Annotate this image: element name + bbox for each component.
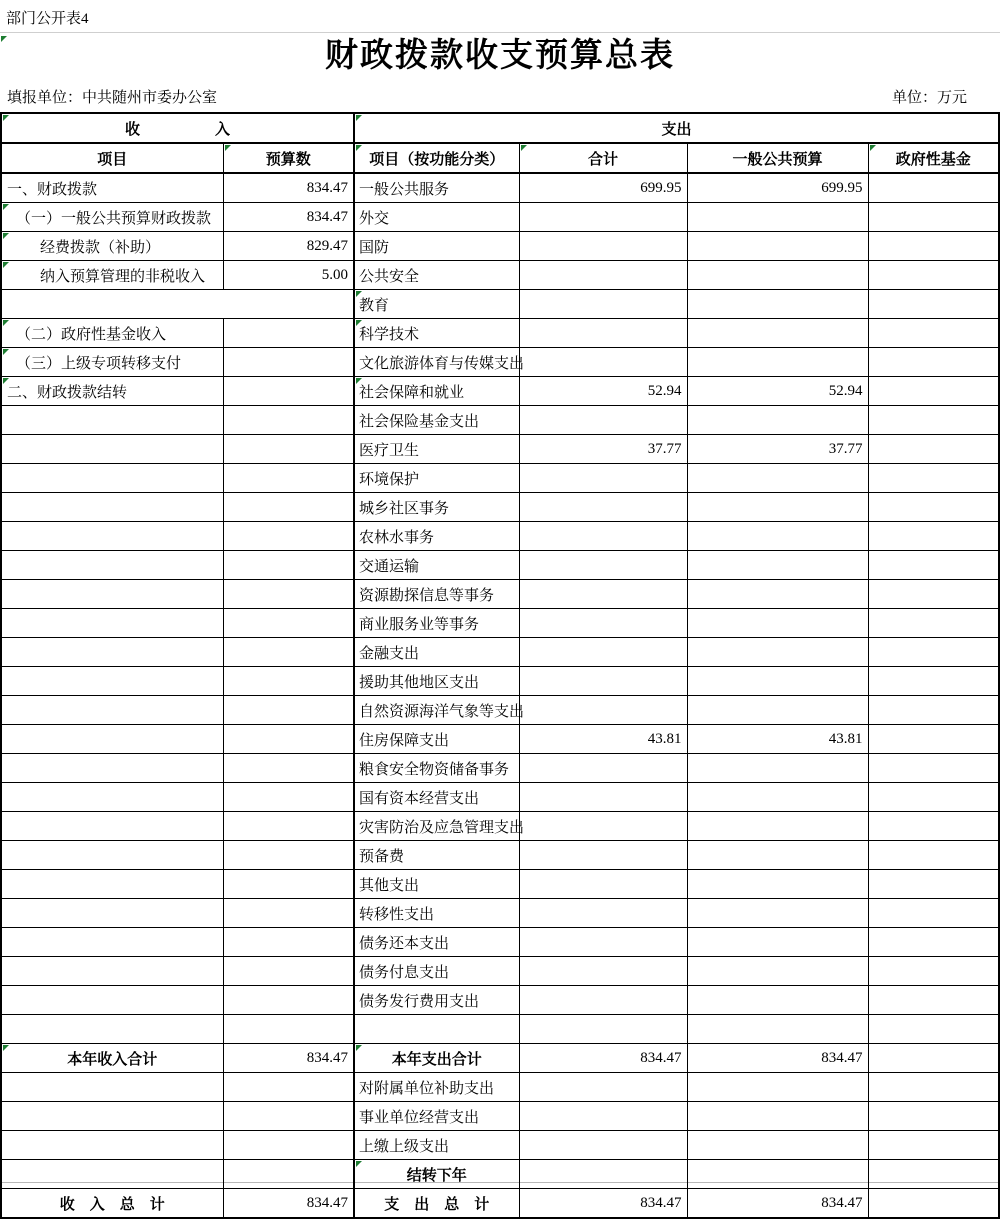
expense-total-cell (519, 841, 687, 870)
expense-total-cell (519, 580, 687, 609)
expense-general-budget-cell (687, 870, 868, 899)
expense-item-cell: 债务付息支出 (354, 957, 519, 986)
income-budget-cell (223, 551, 354, 580)
income-budget-cell (223, 1160, 354, 1189)
expense-item-cell: 资源勘探信息等事务 (354, 580, 519, 609)
expense-gov-fund-cell (868, 754, 999, 783)
expense-total-cell (519, 638, 687, 667)
income-section-header: 收 入 (1, 113, 354, 143)
expense-item-cell: 城乡社区事务 (354, 493, 519, 522)
table-row (1, 551, 999, 580)
expense-gov-fund-cell (868, 551, 999, 580)
income-budget-cell (223, 1102, 354, 1131)
expense-total-cell (519, 928, 687, 957)
expense-gov-fund-cell (868, 1160, 999, 1189)
expense-gov-fund-cell (868, 406, 999, 435)
sub-header-row (0, 84, 1000, 106)
expense-gov-fund-cell (868, 377, 999, 406)
expense-general-budget-cell (687, 290, 868, 319)
income-item-cell (1, 493, 223, 522)
income-item-cell (1, 522, 223, 551)
expense-general-budget-cell: 834.47 (687, 1189, 868, 1219)
expense-general-budget-cell (687, 841, 868, 870)
income-budget-cell (223, 986, 354, 1015)
expense-total-cell (519, 986, 687, 1015)
income-item-cell (1, 957, 223, 986)
expense-total-cell (519, 667, 687, 696)
income-item-cell (1, 1131, 223, 1160)
expense-general-budget-cell (687, 232, 868, 261)
expense-item-cell (354, 1015, 519, 1044)
expense-item-cell: 上缴上级支出 (354, 1131, 519, 1160)
income-budget-cell (223, 1015, 354, 1044)
income-budget-cell (223, 841, 354, 870)
expense-general-budget-cell (687, 928, 868, 957)
page-title: 财政拨款收支预算总表 (325, 38, 675, 74)
expense-gov-fund-cell (868, 638, 999, 667)
income-budget-cell: 834.47 (223, 1044, 354, 1073)
table-row (1, 957, 999, 986)
expense-total-cell (519, 290, 687, 319)
income-item-cell (1, 754, 223, 783)
expense-gov-fund-cell (868, 1073, 999, 1102)
expense-general-budget-cell (687, 812, 868, 841)
expense-item-cell: 本年支出合计 (354, 1044, 519, 1073)
expense-gov-fund-cell (868, 319, 999, 348)
expense-item-cell: 社会保险基金支出 (354, 406, 519, 435)
table-row (1, 696, 999, 725)
table-row (1, 1189, 999, 1219)
expense-item-cell: 医疗卫生 (354, 435, 519, 464)
income-budget-cell (223, 783, 354, 812)
expense-general-budget-cell (687, 1131, 868, 1160)
expense-gov-fund-cell (868, 261, 999, 290)
expense-total-cell: 699.95 (519, 173, 687, 203)
expense-item-cell: 文化旅游体育与传媒支出 (354, 348, 519, 377)
table-row (1, 1102, 999, 1131)
expense-total-cell: 52.94 (519, 377, 687, 406)
income-budget-cell (223, 609, 354, 638)
expense-total-cell (519, 406, 687, 435)
income-budget-cell (223, 696, 354, 725)
expense-gov-fund-cell (868, 1044, 999, 1073)
income-item-cell (1, 580, 223, 609)
col-header-total: 合计 (519, 143, 687, 173)
table-row (1, 522, 999, 551)
expense-general-budget-cell (687, 203, 868, 232)
expense-general-budget-cell (687, 551, 868, 580)
income-item-cell (1, 899, 223, 928)
table-row (1, 841, 999, 870)
expense-item-cell: 其他支出 (354, 870, 519, 899)
expense-item-cell: 农林水事务 (354, 522, 519, 551)
expense-gov-fund-cell (868, 725, 999, 754)
income-budget-cell (223, 377, 354, 406)
income-budget-cell (223, 435, 354, 464)
expense-gov-fund-cell (868, 609, 999, 638)
expense-gov-fund-cell (868, 493, 999, 522)
income-item-cell (1, 870, 223, 899)
expense-item-cell: 国有资本经营支出 (354, 783, 519, 812)
expense-gov-fund-cell (868, 464, 999, 493)
expense-gov-fund-cell (868, 783, 999, 812)
table-row (1, 1015, 999, 1044)
income-budget-cell (223, 928, 354, 957)
table-row (1, 667, 999, 696)
income-budget-cell (223, 522, 354, 551)
table-row (1, 725, 999, 754)
col-header-general-budget: 一般公共预算 (687, 143, 868, 173)
expense-total-cell (519, 812, 687, 841)
expense-general-budget-cell (687, 609, 868, 638)
expense-gov-fund-cell (868, 696, 999, 725)
income-budget-cell (223, 754, 354, 783)
expense-general-budget-cell (687, 493, 868, 522)
table-row (1, 783, 999, 812)
expense-total-cell (519, 696, 687, 725)
expense-general-budget-cell (687, 957, 868, 986)
expense-item-cell: 环境保护 (354, 464, 519, 493)
col-header-gov-fund: 政府性基金 (868, 143, 999, 173)
expense-gov-fund-cell (868, 957, 999, 986)
expense-general-budget-cell (687, 1102, 868, 1131)
section-header-row (1, 113, 999, 143)
expense-item-cell: 科学技术 (354, 319, 519, 348)
expense-total-cell (519, 1073, 687, 1102)
expense-item-cell: 对附属单位补助支出 (354, 1073, 519, 1102)
table-row (1, 493, 999, 522)
income-budget-cell (223, 667, 354, 696)
expense-item-cell: 商业服务业等事务 (354, 609, 519, 638)
table-row (1, 173, 999, 203)
expense-total-cell (519, 957, 687, 986)
income-budget-cell: 834.47 (223, 203, 354, 232)
income-budget-cell (223, 870, 354, 899)
expense-total-cell (519, 899, 687, 928)
expense-general-budget-cell (687, 638, 868, 667)
expense-gov-fund-cell (868, 1131, 999, 1160)
table-row (1, 928, 999, 957)
income-item-cell: 一、财政拨款 (1, 173, 223, 203)
expense-total-cell (519, 754, 687, 783)
table-row (1, 609, 999, 638)
expense-total-cell (519, 1160, 687, 1189)
expense-gov-fund-cell (868, 203, 999, 232)
expense-gov-fund-cell (868, 667, 999, 696)
expense-general-budget-cell: 834.47 (687, 1044, 868, 1073)
expense-gov-fund-cell (868, 841, 999, 870)
income-item-cell: （三）上级专项转移支付 (1, 348, 223, 377)
money-unit-label: 单位：万元 (891, 90, 967, 106)
table-row (1, 464, 999, 493)
expense-general-budget-cell (687, 1073, 868, 1102)
table-row (1, 377, 999, 406)
expense-item-cell: 预备费 (354, 841, 519, 870)
expense-general-budget-cell (687, 261, 868, 290)
col-header-income-item: 项目 (1, 143, 223, 173)
expense-total-cell (519, 1102, 687, 1131)
expense-gov-fund-cell (868, 812, 999, 841)
table-row (1, 203, 999, 232)
expense-total-cell (519, 493, 687, 522)
income-budget-cell: 834.47 (223, 173, 354, 203)
income-item-cell: 二、财政拨款结转 (1, 377, 223, 406)
expense-general-budget-cell (687, 406, 868, 435)
expense-total-cell (519, 783, 687, 812)
expense-gov-fund-cell (868, 348, 999, 377)
income-item-cell (1, 986, 223, 1015)
budget-table (0, 112, 1000, 1219)
table-row (1, 232, 999, 261)
income-item-cell (1, 638, 223, 667)
income-item-cell: 本年收入合计 (1, 1044, 223, 1073)
table-row (1, 1073, 999, 1102)
expense-item-cell: 援助其他地区支出 (354, 667, 519, 696)
table-row (1, 406, 999, 435)
expense-item-cell: 债务还本支出 (354, 928, 519, 957)
expense-item-cell: 债务发行费用支出 (354, 986, 519, 1015)
income-budget-cell (223, 464, 354, 493)
expense-gov-fund-cell (868, 290, 999, 319)
expense-total-cell (519, 319, 687, 348)
expense-gov-fund-cell (868, 580, 999, 609)
expense-item-cell: 国防 (354, 232, 519, 261)
column-header-row (1, 143, 999, 173)
expense-gov-fund-cell (868, 1102, 999, 1131)
table-row (1, 1160, 999, 1189)
income-item-cell (1, 1102, 223, 1131)
expense-total-cell (519, 348, 687, 377)
expense-item-cell: 公共安全 (354, 261, 519, 290)
expense-item-cell: 支 出 总 计 (354, 1189, 519, 1219)
table-row (1, 1131, 999, 1160)
expense-total-cell (519, 232, 687, 261)
income-budget-cell (223, 406, 354, 435)
income-item-cell (1, 1015, 223, 1044)
expense-total-cell (519, 261, 687, 290)
income-budget-cell: 829.47 (223, 232, 354, 261)
expense-item-cell: 住房保障支出 (354, 725, 519, 754)
expense-total-cell (519, 1131, 687, 1160)
income-item-cell (1, 812, 223, 841)
expense-general-budget-cell (687, 986, 868, 1015)
expense-gov-fund-cell (868, 899, 999, 928)
income-item-cell (1, 406, 223, 435)
table-row (1, 870, 999, 899)
expense-general-budget-cell (687, 696, 868, 725)
expense-general-budget-cell: 37.77 (687, 435, 868, 464)
expense-general-budget-cell: 699.95 (687, 173, 868, 203)
expense-general-budget-cell: 52.94 (687, 377, 868, 406)
expense-total-cell: 834.47 (519, 1189, 687, 1219)
income-budget-cell (223, 957, 354, 986)
table-row (1, 986, 999, 1015)
header-divider-line (0, 32, 1000, 33)
income-budget-cell (223, 899, 354, 928)
income-item-cell: （一）一般公共预算财政拨款 (1, 203, 223, 232)
expense-item-cell: 粮食安全物资储备事务 (354, 754, 519, 783)
col-header-expense-item: 项目（按功能分类） (354, 143, 519, 173)
income-budget-cell (223, 493, 354, 522)
table-row (1, 435, 999, 464)
filler-unit-label: 填报单位：中共随州市委办公室 (7, 90, 218, 106)
expense-total-cell (519, 203, 687, 232)
expense-gov-fund-cell (868, 1015, 999, 1044)
expense-item-cell: 一般公共服务 (354, 173, 519, 203)
income-budget-cell (223, 1073, 354, 1102)
expense-general-budget-cell (687, 464, 868, 493)
income-budget-cell (223, 1131, 354, 1160)
expense-total-cell (519, 522, 687, 551)
expense-item-cell: 金融支出 (354, 638, 519, 667)
expense-total-cell: 37.77 (519, 435, 687, 464)
expense-general-budget-cell (687, 348, 868, 377)
table-row (1, 319, 999, 348)
expense-item-cell: 自然资源海洋气象等支出 (354, 696, 519, 725)
income-item-cell: 经费拨款（补助） (1, 232, 223, 261)
income-item-cell: （二）政府性基金收入 (1, 319, 223, 348)
expense-item-cell: 交通运输 (354, 551, 519, 580)
table-row (1, 580, 999, 609)
expense-section-header: 支出 (354, 113, 999, 143)
expense-general-budget-cell (687, 319, 868, 348)
expense-gov-fund-cell (868, 232, 999, 261)
income-item-cell (1, 696, 223, 725)
income-item-cell: 收 入 总 计 (1, 1189, 223, 1219)
expense-general-budget-cell (687, 783, 868, 812)
expense-general-budget-cell: 43.81 (687, 725, 868, 754)
income-budget-cell: 5.00 (223, 261, 354, 290)
table-row (1, 261, 999, 290)
income-item-cell (1, 928, 223, 957)
expense-item-cell: 结转下年 (354, 1160, 519, 1189)
expense-item-cell: 外交 (354, 203, 519, 232)
expense-total-cell (519, 870, 687, 899)
income-budget-cell (223, 580, 354, 609)
table-row (1, 348, 999, 377)
income-item-cell (1, 725, 223, 754)
income-item-cell (1, 667, 223, 696)
income-budget-cell (223, 319, 354, 348)
expense-gov-fund-cell (868, 435, 999, 464)
expense-item-cell: 教育 (354, 290, 519, 319)
corner-label: 部门公开表4 (6, 11, 89, 27)
income-item-cell (1, 841, 223, 870)
expense-item-cell: 转移性支出 (354, 899, 519, 928)
expense-general-budget-cell (687, 1160, 868, 1189)
expense-general-budget-cell (687, 1015, 868, 1044)
expense-item-cell: 事业单位经营支出 (354, 1102, 519, 1131)
expense-general-budget-cell (687, 899, 868, 928)
table-row (1, 812, 999, 841)
expense-gov-fund-cell (868, 173, 999, 203)
income-budget-cell (223, 638, 354, 667)
income-item-cell (1, 435, 223, 464)
income-item-cell (1, 1073, 223, 1102)
income-item-cell: 纳入预算管理的非税收入 (1, 261, 223, 290)
expense-total-cell (519, 1015, 687, 1044)
table-row (1, 754, 999, 783)
table-row (1, 290, 999, 319)
expense-total-cell: 834.47 (519, 1044, 687, 1073)
table-row (1, 1044, 999, 1073)
expense-general-budget-cell (687, 580, 868, 609)
income-item-cell (1, 1160, 223, 1189)
income-item-cell (1, 551, 223, 580)
income-item-cell (1, 464, 223, 493)
expense-gov-fund-cell (868, 522, 999, 551)
income-budget-cell (223, 812, 354, 841)
table-body (1, 173, 999, 1218)
expense-total-cell (519, 464, 687, 493)
expense-total-cell: 43.81 (519, 725, 687, 754)
expense-general-budget-cell (687, 754, 868, 783)
income-budget-cell (223, 348, 354, 377)
expense-gov-fund-cell (868, 1189, 999, 1219)
expense-general-budget-cell (687, 667, 868, 696)
expense-total-cell (519, 609, 687, 638)
expense-general-budget-cell (687, 522, 868, 551)
table-row (1, 638, 999, 667)
income-budget-cell (223, 725, 354, 754)
expense-total-cell (519, 551, 687, 580)
income-budget-cell: 834.47 (223, 1189, 354, 1219)
income-item-cell (1, 783, 223, 812)
expense-gov-fund-cell (868, 986, 999, 1015)
expense-gov-fund-cell (868, 870, 999, 899)
expense-item-cell: 社会保障和就业 (354, 377, 519, 406)
income-item-cell (1, 609, 223, 638)
col-header-income-budget: 预算数 (223, 143, 354, 173)
expense-gov-fund-cell (868, 928, 999, 957)
expense-item-cell: 灾害防治及应急管理支出 (354, 812, 519, 841)
income-item-cell (1, 290, 354, 319)
table-row (1, 899, 999, 928)
